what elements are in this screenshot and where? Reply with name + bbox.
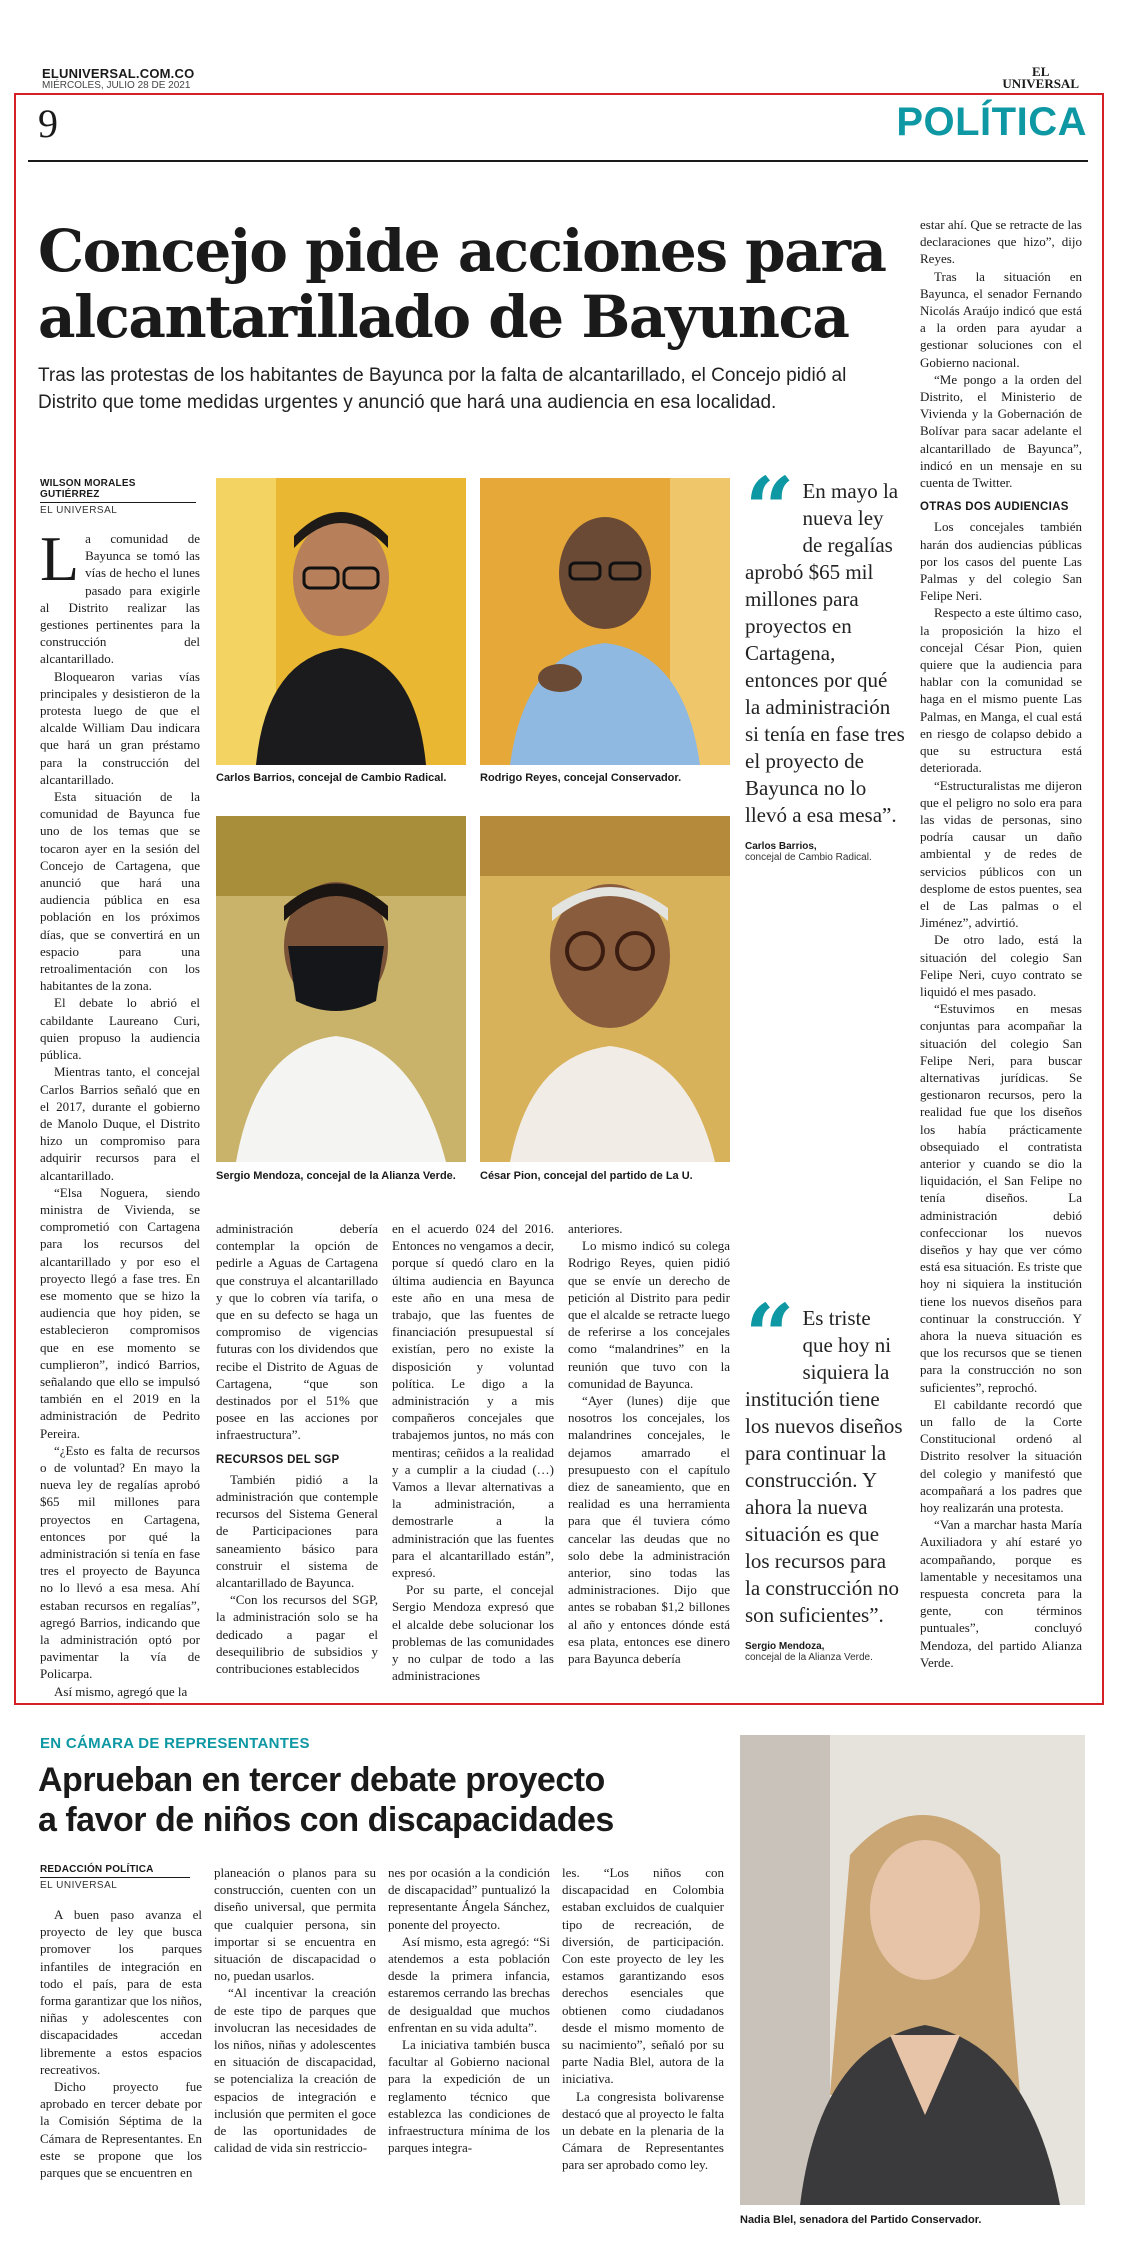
brand-line-2: UNIVERSAL xyxy=(1002,76,1079,91)
header-rule xyxy=(28,160,1088,162)
paragraph: Lo mismo indicó su colega Rodrigo Reyes, quien pidió que se envíe un derecho de petición al Distrito para pedir que el alcalde se retracte luego de referirse a los concejales como “malandrines” en la reunión que tuvo con la comunidad de Bayunca. xyxy=(568,1238,730,1391)
page-number: 9 xyxy=(38,101,58,146)
site-url: ELUNIVERSAL.COM.CO xyxy=(42,66,195,81)
pull-quote-2 xyxy=(745,1286,905,1663)
subheading: OTRAS DOS AUDIENCIAS xyxy=(920,501,1069,514)
headline-line-2: a favor de niños con discapacidades xyxy=(38,1801,614,1839)
headline-line-1: Aprueban en tercer debate proyecto xyxy=(38,1761,605,1799)
photo-caption: César Pion, concejal del partido de La U. xyxy=(480,1170,693,1182)
byline-name: WILSON MORALES GUTIÉRREZ xyxy=(40,478,136,500)
byline-rule xyxy=(40,502,196,503)
paragraph: De otro lado, está la situación del colegio San Felipe Neri, cuyo contrato se liquidó el mes pasado. xyxy=(920,932,1082,999)
quote-text: Es triste que hoy ni siquiera la institución tiene los nuevos diseños para continuar la construcción. Y ahora la nueva situación es que los recursos para la construcción no son suficientes”. xyxy=(745,1306,903,1627)
photo-cesar-pion xyxy=(480,816,730,1162)
paragraph: La congresista bolivarense destacó que al proyecto le falta un debate en la plenaria de la Cámara de Representantes para ser aprobado como ley. xyxy=(562,2088,724,2173)
main-headline xyxy=(38,218,888,350)
paragraph: “Ayer (lunes) dije que nosotros los concejales, los malandrines concejales, le dejamos amarrado el presupuesto con el capítulo diez de saneamiento, que en realidad es una herramienta para que él tuviera cómo cancelar las deudas que no solo debe la administración anterior, sino todas las administraciones. Dijo que antes se robaban $1,2 billones al año y entonces dónde está esa plata, entonces ese dinero para Bayunca debería xyxy=(568,1393,730,1667)
paragraph: La iniciativa también busca facultar al Gobierno nacional para la expedición de un reglamento técnico que establezca las condiciones de infraestructura mínima de los parques integra- xyxy=(388,2037,550,2156)
paragraph: También pidió a la administración que contemple recursos del Sistema General de Participaciones para saneamiento básico para construir el sistema de alcantarillado de Bayunca. xyxy=(216,1471,378,1591)
paragraph: Bloquearon varias vías principales y desistieron de la protesta luego de que el alcalde William Dau indicara que hará un gran préstamo para la construcción del alcantarillado. xyxy=(40,668,200,787)
paragraph: nes por ocasión a la condición de discapacidad” puntualizó la representante Ángela Sánchez, ponente del proyecto. xyxy=(388,1865,550,1932)
photo-caption: Carlos Barrios, concejal de Cambio Radical. xyxy=(216,772,447,784)
paragraph: Respecto a este último caso, la proposición la hizo el concejal César Pion, quien quiere que la audiencia para hablar con la comunidad se haga en el mismo puente Las Palmas, en Manga, el cual está en riesgo de colapso debido a que su estructura está deteriorada. xyxy=(920,605,1082,776)
second-column-4 xyxy=(562,1864,724,2236)
byline-name: REDACCIÓN POLÍTICA xyxy=(40,1864,154,1875)
paragraph: les. “Los niños con discapacidad en Colombia estaban excluidos de cualquier tipo de recreación, de diversión, de participación. Con este proyecto de ley les estamos garantizando esos derechos esenciales que obtienen como ciudadanos desde el mismo momento de su nacimiento”, señaló por su parte Nadia Blel, autora de la iniciativa. xyxy=(562,1865,724,2087)
portrait-illustration xyxy=(216,478,466,765)
photo-rodrigo-reyes xyxy=(480,478,730,765)
main-column-2 xyxy=(216,1220,378,1700)
paragraph: planeación o planos para su construcción, cuenten con un diseño universal, que permita que cualquier persona, sin importar si se encuentra en situación de discapacidad o no, puedan usarlos. xyxy=(214,1865,376,1984)
photo-nadia-blel xyxy=(740,1735,1085,2205)
paragraph: Así mismo, esta agregó: “Si atendemos a esta población desde la primera infancia, estaremos cerrando las brechas de desigualdad que muchos enfrentan en su vida adulta”. xyxy=(388,1933,550,2035)
portrait-illustration xyxy=(740,1735,1085,2205)
main-column-4 xyxy=(568,1220,730,1700)
paragraph: a comunidad de Bayunca se tomó las vías de hecho el lunes pasado para exigirle al Distrito realizar las gestiones pertinentes para la construcción del alcantarillado. xyxy=(40,531,200,667)
subheading: RECURSOS DEL SGP xyxy=(216,1453,340,1466)
quote-author: Carlos Barrios, xyxy=(745,841,817,852)
photo-caption: Nadia Blel, senadora del Partido Conservador. xyxy=(740,2214,982,2226)
paragraph: Mientras tanto, el concejal Carlos Barrios señaló que en el 2017, durante el gobierno de Manolo Duque, el Distrito hizo un compromiso para adquirir recursos para el alcantarillado. xyxy=(40,1064,200,1183)
photo-caption: Rodrigo Reyes, concejal Conservador. xyxy=(480,772,682,784)
quote-role: concejal de Cambio Radical. xyxy=(745,852,872,863)
second-kicker: EN CÁMARA DE REPRESENTANTES xyxy=(40,1735,310,1752)
quote-mark-icon: “ xyxy=(745,1286,795,1387)
portrait-illustration xyxy=(480,816,730,1162)
paragraph: El debate lo abrió el cabildante Laureano Curi, quien propuso la audiencia pública. xyxy=(40,995,200,1063)
photo-sergio-mendoza xyxy=(216,816,466,1162)
photo-caption: Sergio Mendoza, concejal de la Alianza Verde. xyxy=(216,1170,456,1182)
paragraph: A buen paso avanza el proyecto de ley que busca promover los parques infantiles de integración en todo el país, para de esta forma garantizar que los niños, niñas y adolescentes con discapacidades accedan libremente a estos espacios recreativos. xyxy=(40,1907,202,2077)
paragraph: “Estuvimos en mesas conjuntas para acompañar la situación del colegio San Felipe Neri, para buscar alternativas jurídicas. Se gestionaron recursos, pero la realidad fue que los diseños los había prácticamente obsequiado el contratista anterior y cuando se dio la liquidación, el San Felipe no tenía diseños. La administración debió confeccionar los nuevos diseños y hay que ver cómo está esa situación. Es triste que hoy ni siquiera la institución tiene los nuevos diseños para continuar la construcción. Y ahora la nueva situación es que los recursos que se tienen para la construcción no son suficientes”, reprochó. xyxy=(920,1001,1082,1395)
quote-role: concejal de la Alianza Verde. xyxy=(745,1652,873,1663)
second-byline xyxy=(40,1864,190,1891)
paragraph: Los concejales también harán dos audiencias públicas por los casos del puente Las Palmas y del colegio San Felipe Neri. xyxy=(920,519,1082,604)
paragraph: “Van a marchar hasta María Auxiliadora y ahí estaré yo acompañando, porque es lamentable y necesitamos una respuesta concreta para la gente, con términos puntuales”, concluyó Mendoza, del partido Alianza Verde. xyxy=(920,1517,1082,1670)
second-column-3 xyxy=(388,1864,550,2236)
paragraph: Dicho proyecto fue aprobado en tercer debate por la Comisión Séptima de la Cámara de Representantes. En este se propone que los parques que se encuentren en xyxy=(40,2079,202,2181)
paragraph: estar ahí. Que se retracte de las declaraciones que hizo”, dijo Reyes. xyxy=(920,217,1082,267)
paragraph: Tras la situación en Bayunca, el senador Fernando Nicolás Araújo indicó que está a la orden para ayudar a gestionar soluciones con el Gobierno nacional. xyxy=(920,268,1082,370)
paragraph: “¿Esto es falta de recursos o de voluntad? En mayo la nueva ley de regalías aprobó $65 mil millones para proyectos en Cartagena, entonces por qué la administración si tenía en fase tres el proyecto de Bayunca no lo llevó a esa mesa. Ahí estaban recursos en regalías”, agregó Barrios, indicando que la administración optó por pavimentar la vía de Policarpa. xyxy=(40,1442,200,1682)
byline-org: EL UNIVERSAL xyxy=(40,505,118,516)
headline-line-2: alcantarillado de Bayunca xyxy=(38,283,849,351)
second-column-1 xyxy=(40,1906,202,2236)
quote-author: Sergio Mendoza, xyxy=(745,1641,825,1652)
pull-quote-1 xyxy=(745,459,905,863)
portrait-illustration xyxy=(480,478,730,765)
byline xyxy=(40,478,196,516)
portrait-illustration xyxy=(216,816,466,1162)
quote-mark-icon: “ xyxy=(745,459,795,560)
paragraph: Así mismo, agregó que la xyxy=(54,1683,188,1699)
byline-org: EL UNIVERSAL xyxy=(40,1880,118,1891)
paragraph: “Elsa Noguera, siendo ministra de Vivienda, se comprometió con Cartagena para los recursos del alcantarillado y por eso el proyecto llegó a fase tres. En ese momento que se hizo la audiencia que hoy piden, se establecieron compromisos que en ese momento se cumplieron”, indicó Barrios, señalando que ello se impulsó también en el 2019 en la administración de Pedrito Pereira. xyxy=(40,1184,200,1441)
publication-date: MIÉRCOLES, JULIO 28 DE 2021 xyxy=(42,80,191,91)
paragraph: “Estructuralistas me dijeron que el peligro no solo era para las vidas de personas, sino podría causar un daño ambiental y de redes de servicios públicos con un desplome de estos puentes, sea el de Las palmas o el Jiménez”, advirtió. xyxy=(920,777,1082,931)
paragraph: “Con los recursos del SGP, la administración solo se ha dedicado a pagar el desequilibrio de subsidios y contribuciones establecidos xyxy=(216,1592,378,1677)
section-title: POLÍTICA xyxy=(896,100,1087,144)
main-column-5 xyxy=(920,216,1082,1700)
paragraph: Esta situación de la comunidad de Bayunca fue uno de los temas que se tocaron ayer en la sesión del Concejo de Cartagena, que anunció que hará una audiencia pública en esa población en los próximos días, que se convertirá en un espacio para una retroalimentación con los habitantes de la zona. xyxy=(40,789,200,994)
paragraph: Por su parte, el concejal Sergio Mendoza expresó que el alcalde debe solucionar los problemas de las comunidades y no culpar de todo a las administraciones xyxy=(392,1582,554,1684)
quote-text: En mayo la nueva ley de regalías aprobó $65 mil millones para proyectos en Cartagena, entonces por qué la administración si tenía en fase tres el proyecto de Bayunca no lo llevó a esa mesa”. xyxy=(745,479,905,827)
paragraph: en el acuerdo 024 del 2016. Entonces no vengamos a decir, porque sí quedó claro en la última audiencia en Bayunca este año en una mesa de trabajo, que las fuentes de financiación presupuestal sí existían, pero no existe la disposición y voluntad política. Le digo a la administración y a mis compañeros concejales que trabajemos juntos, no más con mentiras; ceñidos a la realidad y a cumplir a la ciudad (…) Vamos a llevar alternativas a la administración, a demostrarle a la administración que las fuentes para el alcantarillado están”, expresó. xyxy=(392,1221,554,1581)
photo-carlos-barrios xyxy=(216,478,466,765)
paragraph: anteriores. xyxy=(568,1221,623,1236)
paragraph: administración debería contemplar la opción de pedirle a Aguas de Cartagena que construya el alcantarillado y que lo cobren vía tarifa, o que en su defecto se haga un compromiso de vigencias futuras con los dividendos que recibe el Distrito de Aguas de Cartagena, “que son destinados por el 51% que posee en las acciones por infraestructura”. xyxy=(216,1221,378,1443)
second-headline xyxy=(38,1760,698,1840)
pull-quote-text xyxy=(745,459,905,829)
main-column-3 xyxy=(392,1220,554,1700)
headline-line-1: Concejo pide acciones para xyxy=(38,217,886,285)
byline-rule xyxy=(40,1877,190,1878)
brand-line-1: EL xyxy=(1032,64,1050,79)
pull-quote-text xyxy=(745,1286,905,1629)
paragraph: “Me pongo a la orden del Distrito, el Ministerio de Vivienda y la Gobernación de Bolívar para sacar adelante el alcantarillado de Bayunca”, indicó en un mensaje en su cuenta de Twitter. xyxy=(920,371,1082,491)
brand-logo xyxy=(1002,66,1079,90)
paragraph: El cabildante recordó que un fallo de la Corte Constitucional ordenó al Distrito resolver la situación del colegio y manifestó que acompañará a los padres que hoy realizarán una protesta. xyxy=(920,1396,1082,1516)
drop-cap: L xyxy=(40,530,80,594)
main-column-1 xyxy=(40,530,200,1700)
paragraph: “Al incentivar la creación de este tipo de parques que involucran las necesidades de los niños, niñas y adolescentes en situación de discapacidad, se potencializa la creación de espacios de integración e inclusión que permiten el goce de las oportunidades de calidad de vida sin restriccio- xyxy=(214,1985,376,2156)
main-deck: Tras las protestas de los habitantes de Bayunca por la falta de alcantarillado, el Concejo pidió al Distrito que tome medidas urgentes y anunció que hará una audiencia en esa localidad. xyxy=(38,365,847,413)
second-column-2 xyxy=(214,1864,376,2236)
